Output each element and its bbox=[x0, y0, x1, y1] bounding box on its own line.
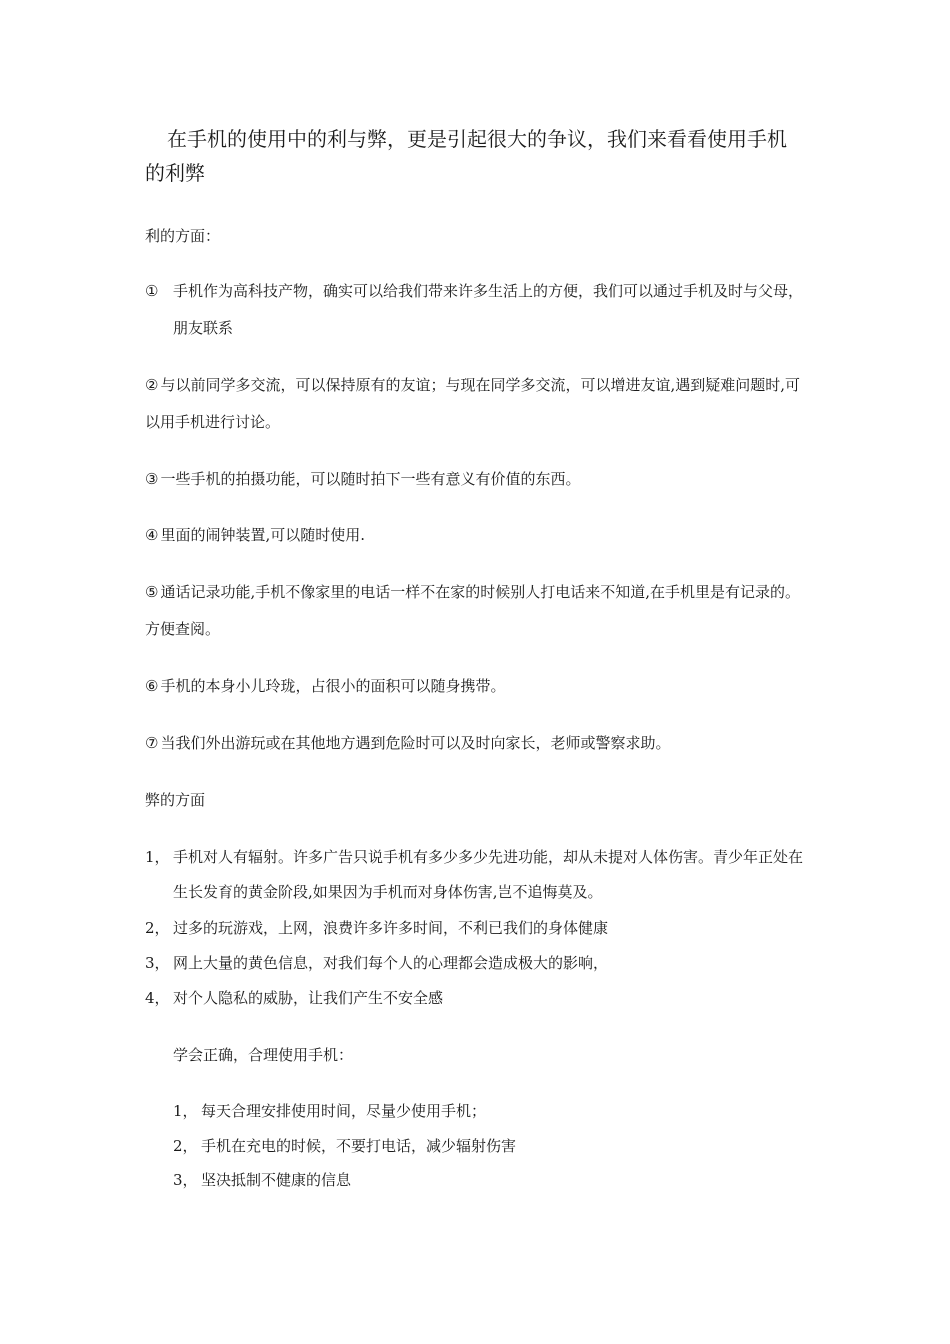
pros-item-7-marker: ⑦ bbox=[145, 734, 159, 752]
pros-item-1-marker: ① bbox=[145, 282, 159, 300]
pros-item-3 bbox=[145, 461, 810, 498]
cons-item-2-text: 过多的玩游戏，上网，浪费许多许多时间，不利已我们的身体健康 bbox=[173, 919, 609, 937]
pros-item-1 bbox=[145, 273, 813, 347]
pros-heading: 利的方面： bbox=[145, 227, 221, 245]
advice-item-3 bbox=[173, 1163, 803, 1198]
pros-item-5-text: 通话记录功能,手机不像家里的电话一样不在家的时候别人打电话来不知道,在手机里是有记录的。方便查阅。 bbox=[145, 583, 800, 638]
pros-item-4 bbox=[145, 517, 810, 554]
pros-item-5-marker: ⑤ bbox=[145, 583, 159, 601]
advice-item-1 bbox=[173, 1094, 803, 1129]
pros-item-4-marker: ④ bbox=[145, 526, 159, 544]
pros-item-2-marker: ② bbox=[145, 376, 159, 394]
advice-item-3-marker: 3， bbox=[173, 1171, 198, 1189]
pros-item-6 bbox=[145, 668, 810, 705]
advice-item-2-marker: 2， bbox=[173, 1137, 198, 1155]
cons-heading: 弊的方面 bbox=[145, 791, 206, 809]
pros-item-6-marker: ⑥ bbox=[145, 677, 159, 695]
pros-item-2 bbox=[145, 367, 810, 441]
cons-item-4 bbox=[145, 981, 813, 1016]
cons-item-3 bbox=[145, 946, 813, 981]
advice-item-1-marker: 1， bbox=[173, 1102, 198, 1120]
pros-item-2-text: 与以前同学多交流，可以保持原有的友谊；与现在同学多交流，可以增进友谊,遇到疑难问题时,可以用手机进行讨论。 bbox=[145, 376, 800, 431]
cons-item-4-marker: 4， bbox=[145, 989, 170, 1007]
cons-item-2-marker: 2， bbox=[145, 919, 170, 937]
intro-paragraph: 在手机的使用中的利与弊，更是引起很大的争议，我们来看看使用手机的利弊 bbox=[145, 127, 787, 185]
pros-item-1-text: 手机作为高科技产物，确实可以给我们带来许多生活上的方便，我们可以通过手机及时与父母，朋友联系 bbox=[173, 282, 804, 337]
pros-item-6-text: 手机的本身小儿玲珑，占很小的面积可以随身携带。 bbox=[160, 677, 506, 695]
advice-item-2 bbox=[173, 1129, 803, 1164]
pros-item-4-text: 里面的闹钟装置,可以随时使用. bbox=[160, 526, 365, 544]
cons-item-1 bbox=[145, 840, 813, 910]
advice-item-2-text: 手机在充电的时候，不要打电话，减少辐射伤害 bbox=[201, 1137, 517, 1155]
pros-item-7-text: 当我们外出游玩或在其他地方遇到危险时可以及时向家长，老师或警察求助。 bbox=[160, 734, 671, 752]
advice-item-3-text: 坚决抵制不健康的信息 bbox=[201, 1171, 352, 1189]
advice-heading: 学会正确，合理使用手机： bbox=[173, 1046, 354, 1064]
cons-item-4-text: 对个人隐私的威胁，让我们产生不安全感 bbox=[173, 989, 444, 1007]
pros-item-7 bbox=[145, 725, 810, 762]
pros-item-3-marker: ③ bbox=[145, 470, 159, 488]
pros-item-3-text: 一些手机的拍摄功能，可以随时拍下一些有意义有价值的东西。 bbox=[160, 470, 581, 488]
cons-item-3-marker: 3， bbox=[145, 954, 170, 972]
cons-item-2 bbox=[145, 911, 813, 946]
cons-item-1-marker: 1， bbox=[145, 848, 170, 866]
pros-item-5 bbox=[145, 574, 810, 648]
advice-item-1-text: 每天合理安排使用时间，尽量少使用手机； bbox=[201, 1102, 487, 1120]
cons-item-3-text: 网上大量的黄色信息，对我们每个人的心理都会造成极大的影响， bbox=[173, 954, 609, 972]
cons-item-1-text: 手机对人有辐射。许多广告只说手机有多少多少先进功能，却从未提对人体伤害。青少年正处在生长发育的黄金阶段,如果因为手机而对身体伤害,岂不追悔莫及。 bbox=[173, 848, 804, 901]
